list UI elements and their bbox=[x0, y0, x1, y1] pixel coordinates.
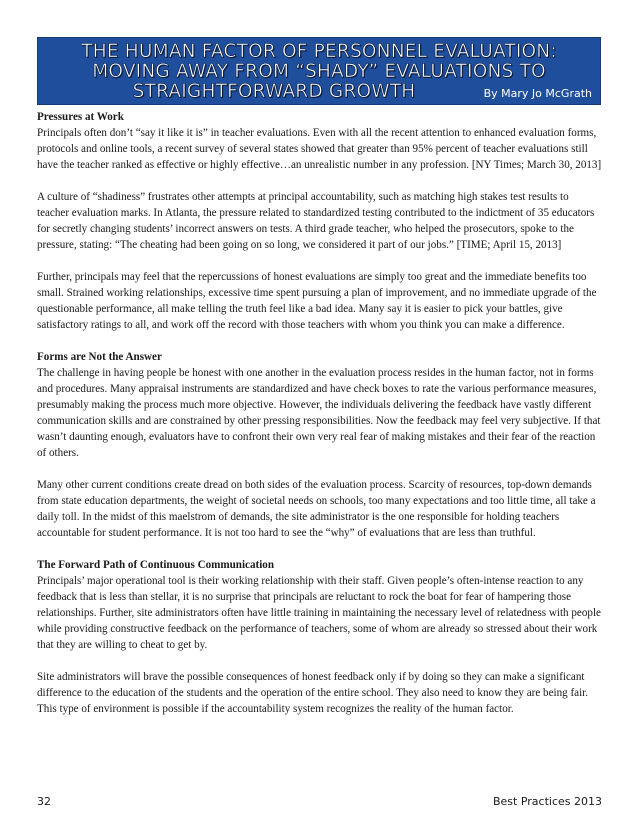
article-title-line-3: STRAIGHTFORWARD GROWTH bbox=[132, 81, 416, 102]
section-heading: Forms are Not the Answer bbox=[37, 351, 162, 363]
section-heading: Pressures at Work bbox=[37, 111, 124, 123]
section-pressures-at-work bbox=[37, 109, 603, 333]
publication-name: Best Practices 2013 bbox=[492, 795, 602, 808]
paragraph: Further, principals may feel that the repercussions of honest evaluations are simply too great and the immediate benefits too small. Strained working relationships, excessive time spent pursuing a plan of improvement, and no immediate upgrade of the questionable performance, all make telling the truth feel like a bad idea. Many say it is easier to pick your battles, give satisfactory ratings to all, and work off the record with those teachers with whom you think you can make a difference. bbox=[37, 271, 597, 331]
author-byline: By Mary Jo McGrath bbox=[483, 87, 592, 100]
section-forward-path bbox=[37, 557, 603, 717]
article-title-line-1: THE HUMAN FACTOR OF PERSONNEL EVALUATION: bbox=[81, 41, 557, 62]
paragraph: The challenge in having people be honest with one another in the evaluation process resides in the human factor, not in forms and procedures. Many appraisal instruments are standardized and have check boxes to rate the various performance measures, presumably making the process much more objective. However, the individuals delivering the feedback have vastly different communication skills and are constrained by other pressing responsibilities. Now the feedback may feel very subjective. If that wasn’t daunting enough, evaluators have to confront their own very real fear of making mistakes and their fear of the reaction of others. bbox=[37, 367, 601, 459]
paragraph: Principals often don’t “say it like it is” in teacher evaluations. Even with all the recent attention to enhanced evaluation forms, protocols and online tools, a recent survey of several states showed that greater than 95% percent of teacher evaluations still have the teacher ranked as effective or highly effective…an unrealistic number in any profession. [NY Times; March 30, 2013] bbox=[37, 127, 602, 171]
article-title-line-2: MOVING AWAY FROM “SHADY” EVALUATIONS TO bbox=[92, 61, 546, 82]
paragraph: Principals’ major operational tool is their working relationship with their staff. Given people’s often-intense reaction to any feedback that is less than stellar, it is no surprise that principals are reluctant to rock the boat for fear of hampering those relationships. Further, site administrators often have little training in maintaining the necessary level of relatedness with people while providing constructive feedback on the performance of teachers, some of whom are already so stressed about their work that they are willing to cheat to get by. bbox=[37, 575, 601, 651]
paragraph: Site administrators will brave the possible consequences of honest feedback only if by doing so they can make a significant difference to the education of the students and the operation of the entire school. They also need to know they are being fair. This type of environment is possible if the accountability system recognizes the reality of the human factor. bbox=[37, 671, 589, 715]
section-forms-not-the-answer bbox=[37, 349, 603, 541]
page-number: 32 bbox=[37, 795, 51, 808]
paragraph: A culture of “shadiness” frustrates other attempts at principal accountability, such as matching high stakes test results to teacher evaluation marks. In Atlanta, the pressure related to standardized testing contributed to the indictment of 35 educators for secretly changing students’ incorrect answers on tests. A third grade teacher, who helped the prosecutors, spoke to the pressure, stating: “The cheating had been going on so long, we considered it part of our jobs.” [TIME; April 15, 2013] bbox=[37, 191, 595, 251]
section-heading: The Forward Path of Continuous Communication bbox=[37, 559, 274, 571]
title-banner bbox=[37, 37, 601, 105]
article-body bbox=[37, 109, 603, 733]
paragraph: Many other current conditions create dread on both sides of the evaluation process. Scarcity of resources, top-down demands from state education departments, the weight of societal needs on schools, too many expectations and too little time, all take a daily toll. In the midst of this maelstrom of demands, the site administrator is the one responsible for holding teachers accountable for student performance. It is not too hard to see the “why” of evaluations that are less than truthful. bbox=[37, 479, 596, 539]
